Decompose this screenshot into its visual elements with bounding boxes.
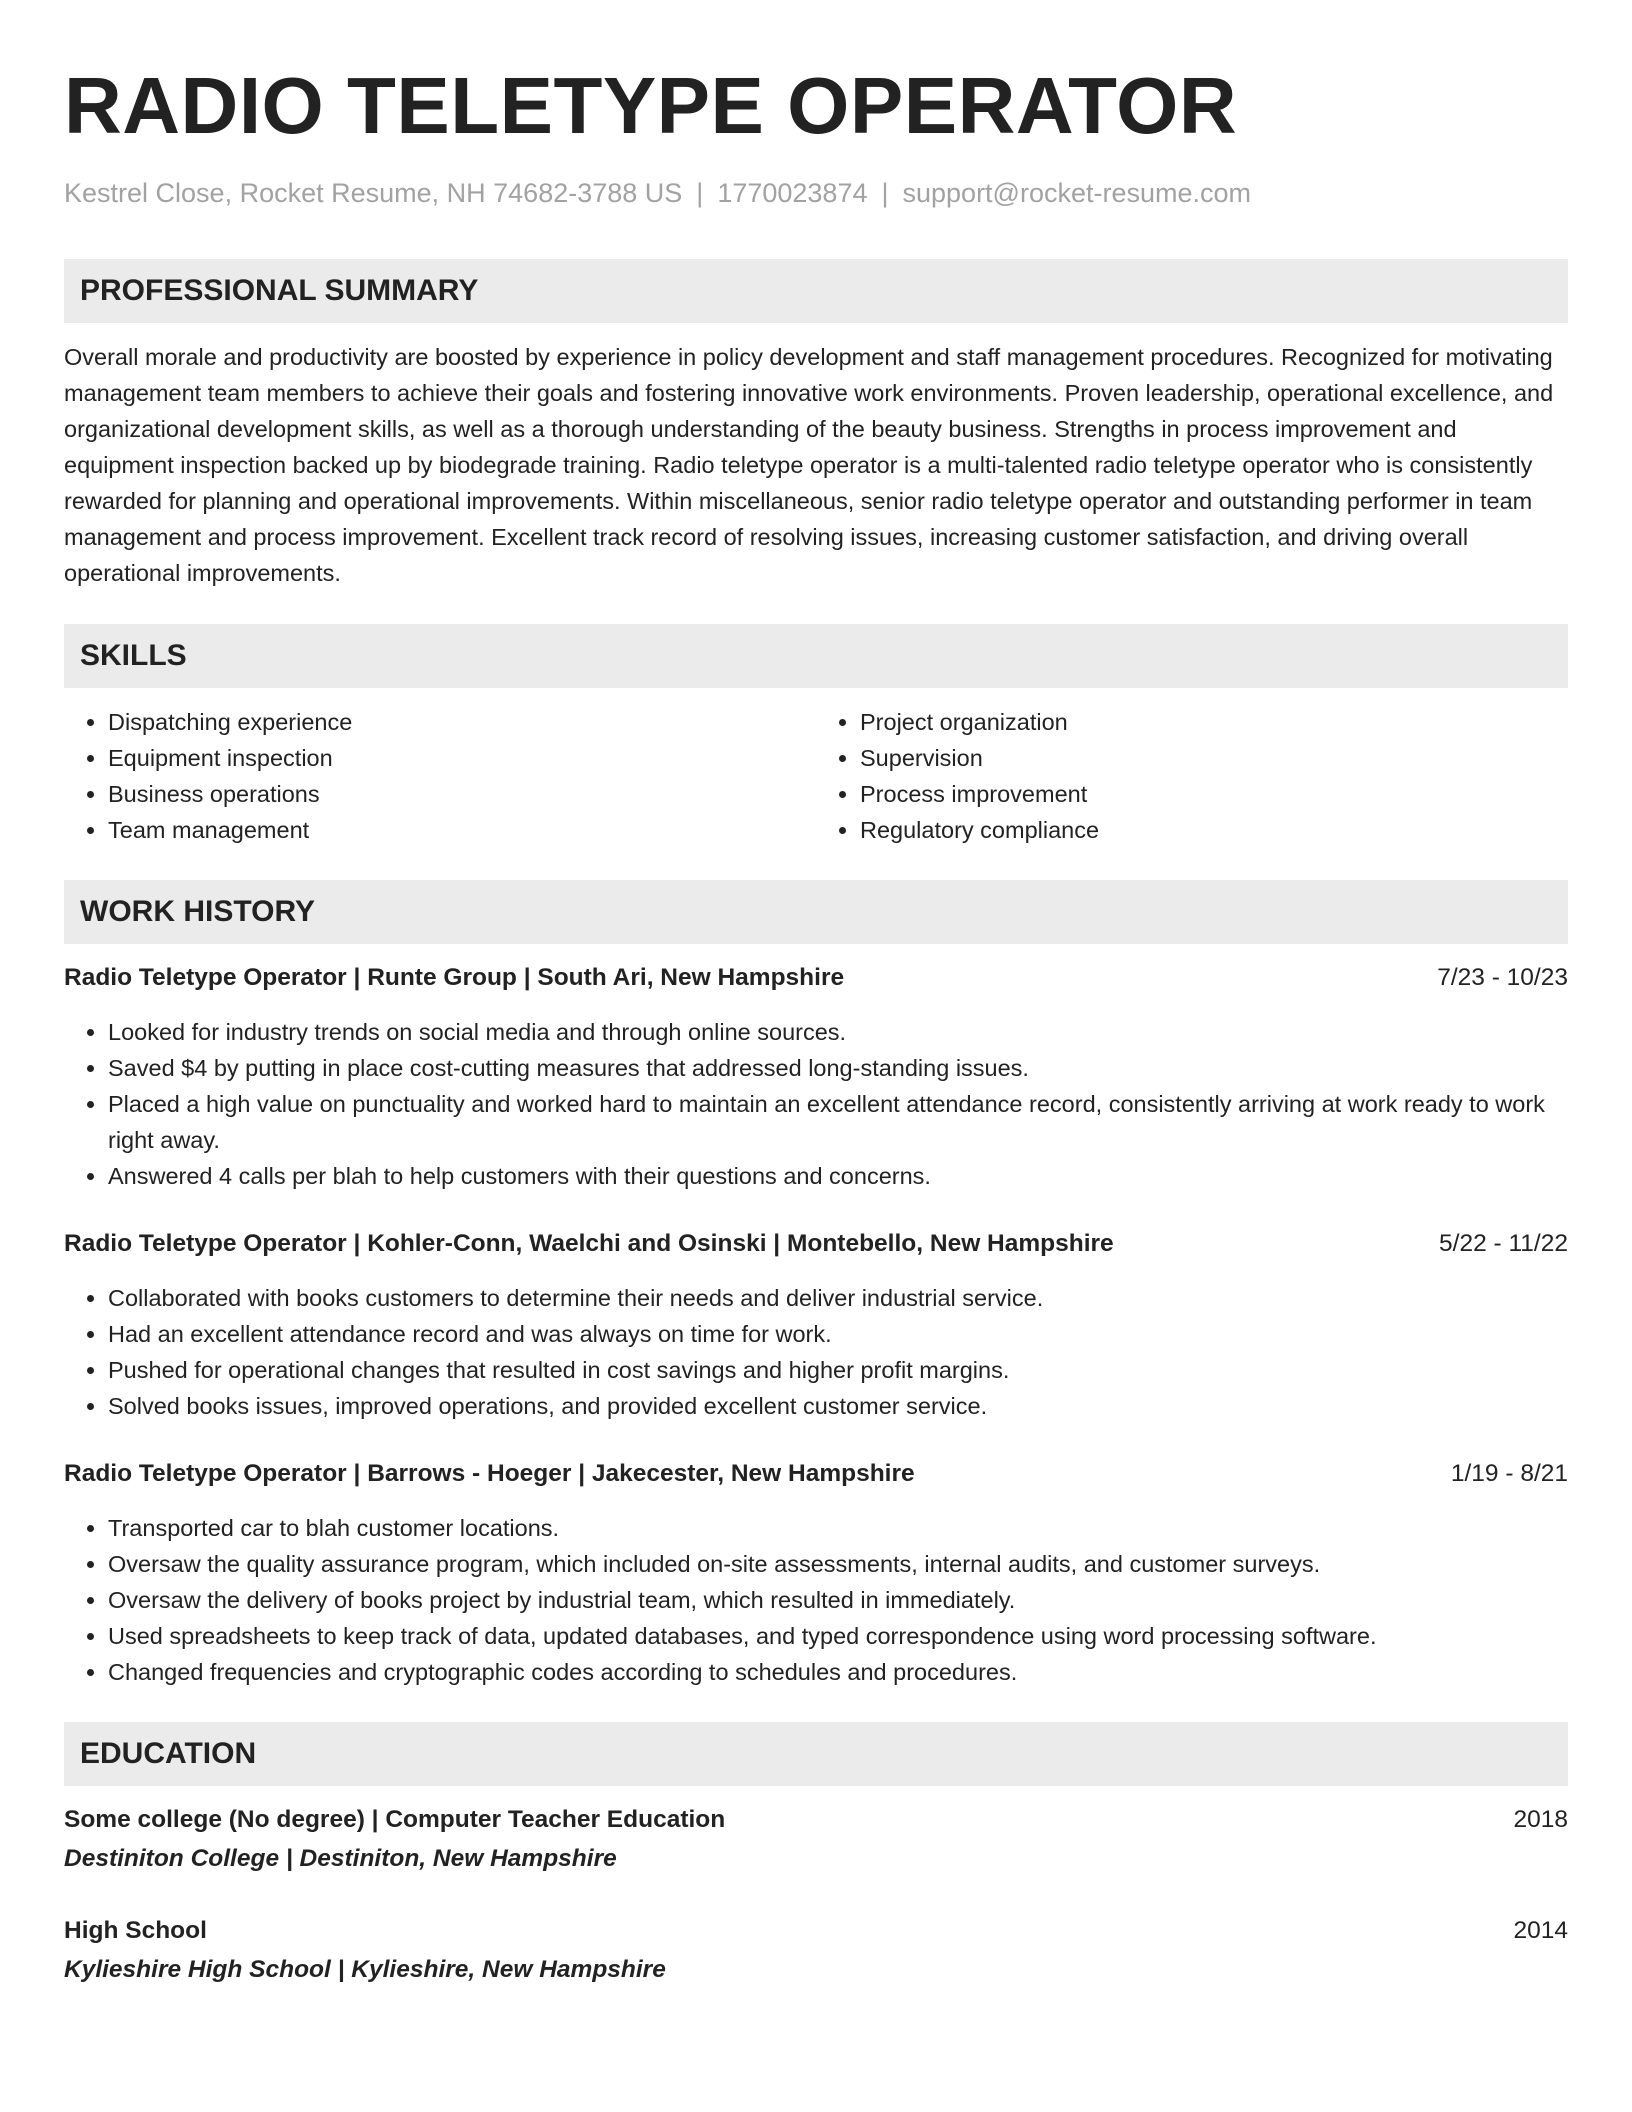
job-entry: [64, 1226, 1568, 1424]
job-bullet: • Looked for industry trends on social media and through online sources.: [108, 1014, 1568, 1050]
skills-column-left: [64, 704, 816, 848]
job-bullet: • Had an excellent attendance record and was always on time for work.: [108, 1316, 1568, 1352]
contact-phone: 1770023874: [717, 178, 868, 208]
job-bullet: • Answered 4 calls per blah to help customers with their questions and concerns.: [108, 1158, 1568, 1194]
job-bullet: • Pushed for operational changes that resulted in cost savings and higher profit margins.: [108, 1352, 1568, 1388]
job-bullets: [64, 1014, 1568, 1194]
job-header: [64, 960, 1568, 996]
skills-list: [64, 704, 1568, 848]
contact-separator: |: [696, 178, 704, 208]
job-dates: 7/23 - 10/23: [1437, 964, 1568, 991]
education-school: Destiniton College | Destiniton, New Hampshire: [64, 1845, 617, 1872]
job-title: Radio Teletype Operator | Barrows - Hoeger | Jakecester, New Hampshire: [64, 1460, 915, 1487]
skill-item: • Business operations: [108, 776, 816, 812]
skills-column-right: [816, 704, 1568, 848]
job-bullet: • Used spreadsheets to keep track of data, updated databases, and typed correspondence using word processing software.: [108, 1618, 1568, 1654]
job-header: [64, 1456, 1568, 1492]
job-bullet: • Placed a high value on punctuality and worked hard to maintain an excellent attendance record, consistently arriving at work ready to work right away.: [108, 1086, 1568, 1158]
education-header: [64, 1913, 1568, 1949]
skill-item: • Regulatory compliance: [860, 812, 1568, 848]
job-bullets: [64, 1280, 1568, 1424]
section-header-skills: SKILLS: [64, 624, 1568, 688]
job-bullet: • Oversaw the delivery of books project by industrial team, which resulted in immediately.: [108, 1582, 1568, 1618]
contact-email: support@rocket-resume.com: [902, 178, 1252, 208]
section-header-education: EDUCATION: [64, 1722, 1568, 1786]
education-header: [64, 1802, 1568, 1838]
job-bullet: • Saved $4 by putting in place cost-cutting measures that addressed long-standing issues.: [108, 1050, 1568, 1086]
job-bullets: [64, 1510, 1568, 1690]
education-year: 2018: [1513, 1806, 1568, 1833]
summary-text: Overall morale and productivity are boosted by experience in policy development and staff management procedures. Recognized for motivating management team members to achieve their goals and fostering innovative work environments. Proven leadership, operational excellence, and organizational development skills, as well as a thorough understanding of the beauty business. Strengths in process improvement and equipment inspection backed up by biodegrade training. Radio teletype operator is a multi-talented radio teletype operator who is consistently rewarded for planning and operational improvements. Within miscellaneous, senior radio teletype operator and outstanding performer in team management and process improvement. Excellent track record of resolving issues, increasing customer satisfaction, and driving overall operational improvements.: [64, 344, 1554, 586]
contact-line: [64, 176, 1568, 210]
section-header-summary: PROFESSIONAL SUMMARY: [64, 259, 1568, 323]
job-entry: [64, 960, 1568, 1194]
job-header: [64, 1226, 1568, 1262]
job-bullet: • Oversaw the quality assurance program, which included on-site assessments, internal audits, and customer surveys.: [108, 1546, 1568, 1582]
job-title: Radio Teletype Operator | Runte Group | South Ari, New Hampshire: [64, 964, 845, 991]
skill-item: • Project organization: [860, 704, 1568, 740]
education-entry: [64, 1913, 1568, 1988]
job-title: Radio Teletype Operator | Kohler-Conn, Waelchi and Osinski | Montebello, New Hampshire: [64, 1230, 1114, 1257]
job-bullet: • Transported car to blah customer locations.: [108, 1510, 1568, 1546]
contact-separator: |: [881, 178, 889, 208]
skill-item: • Equipment inspection: [108, 740, 816, 776]
education-degree: Some college (No degree) | Computer Teacher Education: [64, 1806, 726, 1833]
skill-item: • Dispatching experience: [108, 704, 816, 740]
job-bullet: • Collaborated with books customers to determine their needs and deliver industrial service.: [108, 1280, 1568, 1316]
contact-address: Kestrel Close, Rocket Resume, NH 74682-3788 US: [64, 178, 683, 208]
education-school: Kylieshire High School | Kylieshire, New Hampshire: [64, 1956, 666, 1983]
education-year: 2014: [1513, 1917, 1568, 1944]
skill-item: • Supervision: [860, 740, 1568, 776]
job-entry: [64, 1456, 1568, 1690]
education-entry: [64, 1802, 1568, 1877]
skill-item: • Process improvement: [860, 776, 1568, 812]
section-header-work-history: WORK HISTORY: [64, 880, 1568, 944]
job-dates: 1/19 - 8/21: [1450, 1460, 1568, 1487]
resume-title: RADIO TELETYPE OPERATOR: [64, 61, 1238, 150]
job-bullet: • Solved books issues, improved operations, and provided excellent customer service.: [108, 1388, 1568, 1424]
skill-item: • Team management: [108, 812, 816, 848]
job-bullet: • Changed frequencies and cryptographic codes according to schedules and procedures.: [108, 1654, 1568, 1690]
education-degree: High School: [64, 1917, 207, 1944]
job-dates: 5/22 - 11/22: [1439, 1230, 1568, 1257]
